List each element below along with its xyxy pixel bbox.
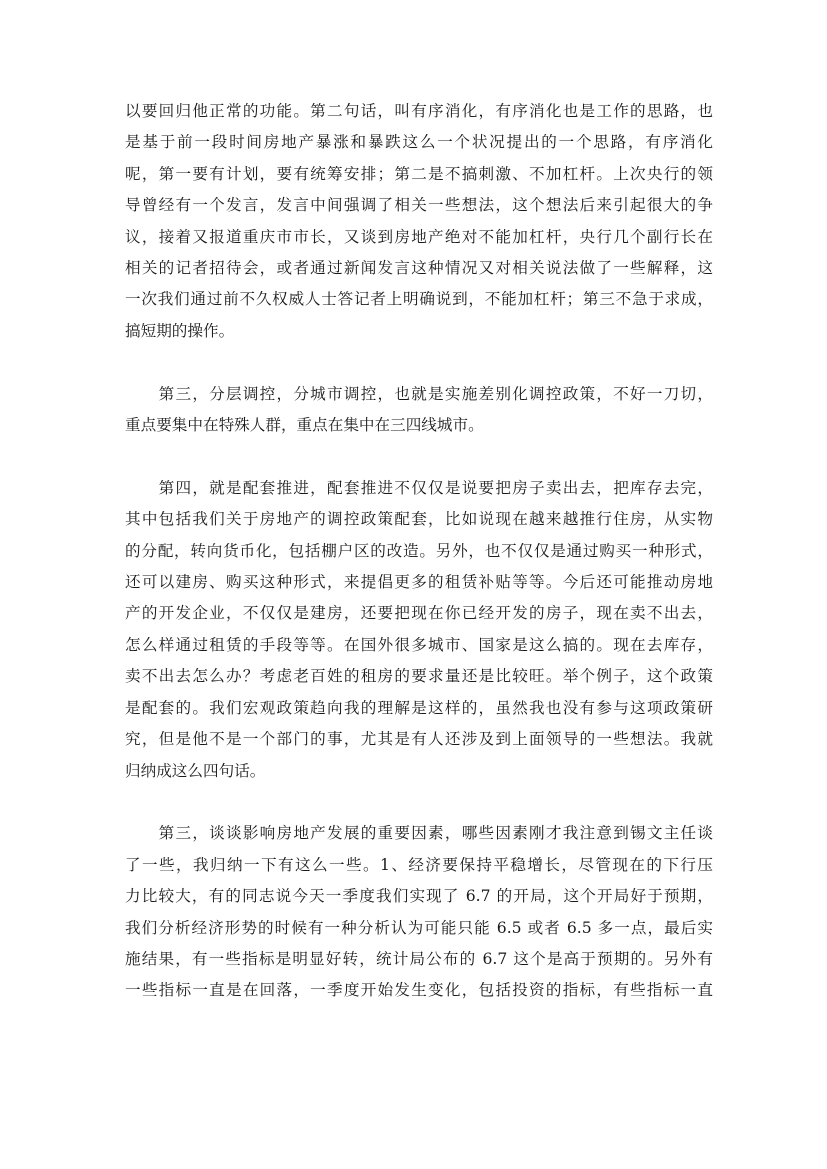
text-line: 第三，分层调控，分城市调控，也就是实施差别化调控政策，不好一刀切， <box>125 384 713 403</box>
text-line: 一些指标一直是在回落，一季度开始发生变化，包括投资的指标，有些指标一直 <box>125 981 713 1000</box>
text-line: 卖不出去怎么办？考虑老百姓的租房的要求量还是比较旺。举个例子，这个政策 <box>125 667 713 686</box>
text-line: 议，接着又报道重庆市市长，又谈到房地产绝对不能加杠杆，央行几个副行长在 <box>125 227 713 246</box>
text-line: 以要回归他正常的功能。第二句话，叫有序消化，有序消化也是工作的思路，也 <box>125 102 713 120</box>
document-page <box>125 96 713 1038</box>
text-line: 其中包括我们关于房地产的调控政策配套，比如说现在越来越推行住房，从实物 <box>125 510 713 529</box>
text-line: 的分配，转向货币化，包括棚户区的改造。另外，也不仅仅是通过购买一种形式， <box>125 541 713 560</box>
text-line: 产的开发企业，不仅仅是建房，还要把现在你已经开发的房子，现在卖不出去， <box>125 604 713 623</box>
text-line: 呢，第一要有计划，要有统筹安排；第二是不搞刺激、不加杠杆。上次央行的领 <box>125 164 713 183</box>
text-line: 力比较大，有的同志说今天一季度我们实现了 6.7 的开局，这个开局好于预期， <box>125 887 713 906</box>
text-line: 我们分析经济形势的时候有一种分析认为可能只能 6.5 或者 6.5 多一点，最后实 <box>125 918 713 937</box>
text-line: 搞短期的操作。 <box>125 321 235 340</box>
text-line: 相关的记者招待会，或者通过新闻发言这种情况又对相关说法做了一些解释，这 <box>125 259 713 278</box>
text-line: 一次我们通过前不久权威人士答记者上明确说到，不能加杠杆；第三不急于求成， <box>125 290 713 309</box>
text-line: 重点要集中在特殊人群，重点在集中在三四线城市。 <box>125 416 484 435</box>
text-line: 是基于前一段时间房地产暴涨和暴跌这么一个状况提出的一个思路，有序消化 <box>125 133 713 152</box>
paragraph-4 <box>125 818 713 1006</box>
text-line: 第四，就是配套推进，配套推进不仅仅是说要把房子卖出去，把库存去完， <box>125 478 713 497</box>
paragraph-2 <box>125 379 713 442</box>
text-line: 了一些，我归纳一下有这么一些。1、经济要保持平稳增长，尽管现在的下行压 <box>125 855 713 874</box>
text-line: 还可以建房、购买这种形式，来提倡更多的租赁补贴等等。今后还可能推动房地 <box>125 573 713 592</box>
text-line: 施结果，有一些指标是明显好转，统计局公布的 6.7 这个是高于预期的。另外有 <box>125 949 713 968</box>
paragraph-3 <box>125 473 713 787</box>
paragraph-1 <box>125 96 713 347</box>
text-line: 究，但是他不是一个部门的事，尤其是有人还涉及到上面领导的一些想法。我就 <box>125 730 713 749</box>
text-line: 导曾经有一个发言，发言中间强调了相关一些想法，这个想法后来引起很大的争 <box>125 196 713 215</box>
text-line: 归纳成这么四句话。 <box>125 761 266 780</box>
text-line: 是配套的。我们宏观政策趋向我的理解是这样的，虽然我也没有参与这项政策研 <box>125 698 713 717</box>
text-line: 第三，谈谈影响房地产发展的重要因素，哪些因素刚才我注意到锡文主任谈 <box>125 824 713 843</box>
text-line: 怎么样通过租赁的手段等等。在国外很多城市、国家是这么搞的。现在去库存， <box>125 635 713 654</box>
